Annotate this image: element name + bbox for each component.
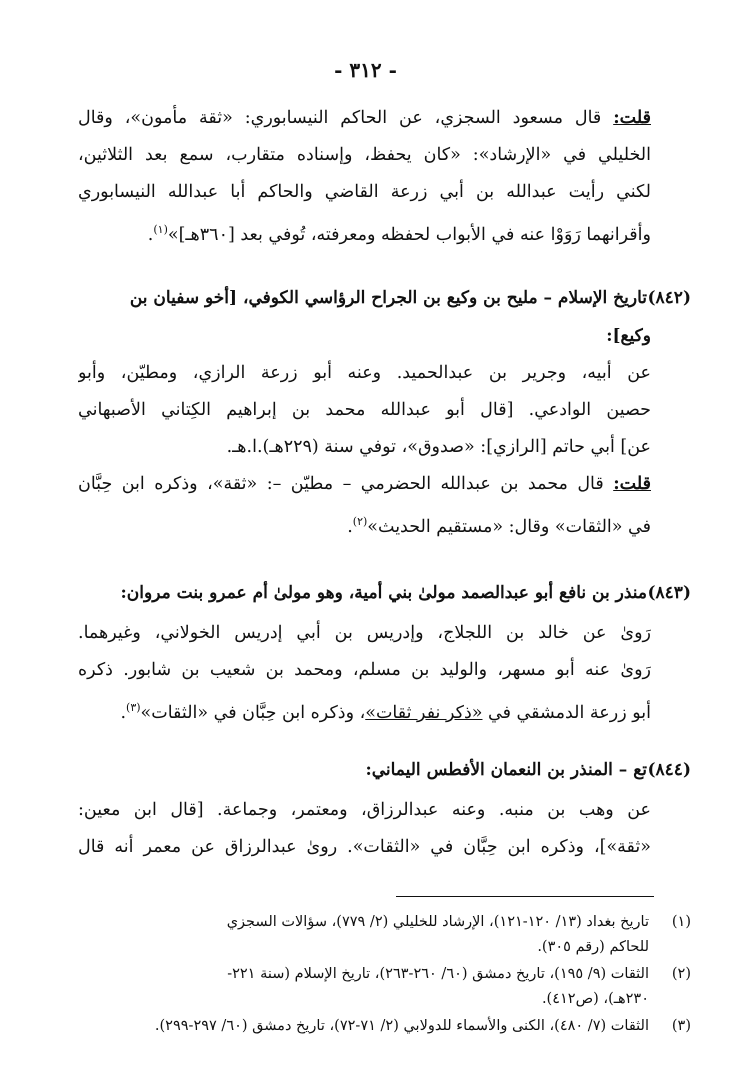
- entry-title: تاريخ الإسلام – مليح بن وكيع بن الجراح الرؤاسي الكوفي، [أخو سفيان بن: [129, 288, 647, 308]
- footnote-ref: (١): [153, 223, 168, 236]
- footnote-divider: [396, 896, 654, 897]
- footnote-ref: (٣): [126, 701, 141, 714]
- footnote-text-continued: للحاكم (رقم ٣٠٥).: [537, 939, 649, 955]
- underlined-book-title: «ذكر نفر ثقات»: [365, 702, 483, 723]
- text-line: وأقرانهما رَوَوْا عنه في الأبواب لحفظه ومعرفته، تُوفي بعد [٣٦٠هـ]»$^{(١)}$.: [147, 223, 651, 245]
- footnote-ref: (٢): [352, 515, 368, 528]
- footnote-text: الثقات (٩/ ١٩٥)، تاريخ دمشق (٦٠/ ٢٦٠-٢٦٣)، تاريخ الإسلام (سنة ٢٢١-: [227, 966, 649, 982]
- footnote-text: تاريخ بغداد (١٣/ ١٢٠-١٢١)، الإرشاد للخليلي (٢/ ٧٧٩)، سؤالات السجزي: [226, 914, 649, 930]
- entry-title: تع – المنذر بن النعمان الأفطس اليماني:: [365, 760, 647, 780]
- entry-number: (٨٤٢): [647, 288, 691, 308]
- text-line: قلت: قال مسعود السجزي، عن الحاكم النيسابوري: «ثقة مأمون»، وقال: [78, 108, 651, 128]
- text-line: لكني رأيت عبدالله بن أبي زرعة القاضي والحاكم أبا عبدالله النيسابوري: [78, 182, 651, 202]
- page-number: - ٣١٢ -: [334, 58, 397, 82]
- entry-title: منذر بن نافع أبو عبدالصمد مولىٰ بني أمية، وهو مولىٰ أم عمرو بنت مروان:: [120, 583, 647, 603]
- entry-number: (٨٤٣): [647, 583, 691, 603]
- entry-842-heading: [78, 280, 691, 317]
- text-line: الخليلي في «الإرشاد»: «كان يحفظ، وإسناده متقارب، سمع بعد الثلاثين،: [78, 145, 651, 165]
- entry-843-heading: [78, 575, 691, 612]
- text-line: في «الثقات» وقال: «مستقيم الحديث»$^{(٢)}$.: [347, 515, 651, 537]
- footnote-text: الثقات (٧/ ٤٨٠)، الكنى والأسماء للدولابي (٢/ ٧١-٧٢)، تاريخ دمشق (٦٠/ ٢٩٧-٢٩٩).: [154, 1018, 649, 1034]
- text-line: أبو زرعة الدمشقي في «ذكر نفر ثقات»، وذكره ابن حِبَّان في «الثقات»$^{(٣)}$.: [120, 701, 651, 723]
- text-line: عن أبيه، وجرير بن عبدالحميد. وعنه أبو زرعة الرازي، ومطيّن، وأبو: [78, 363, 651, 383]
- text-line: «ثقة»]، وذكره ابن حِبَّان في «الثقات». روىٰ عبدالرزاق عن معمر أنه قال: [78, 837, 651, 857]
- text-line: حصين الوادعي. [قال أبو عبدالله محمد بن إبراهيم الكِتاني الأصبهاني: [78, 400, 651, 420]
- footnote-number: (٣): [671, 1018, 691, 1034]
- qultu-label: قلت:: [613, 108, 651, 128]
- text-line: رَوىٰ عنه أبو مسهر، والوليد بن مسلم، ومحمد بن شعيب بن شابور. ذكره: [78, 660, 651, 680]
- text-line: قلت: قال محمد بن عبدالله الحضرمي – مطيّن –: «ثقة»، وذكره ابن حِبَّان: [78, 474, 651, 494]
- footnote-number: (٢): [671, 966, 691, 982]
- footnote: [78, 910, 691, 960]
- intro-paragraph: [78, 100, 651, 248]
- footnote-text-continued: ٢٣٠هـ)، (ص٤١٢).: [541, 991, 649, 1007]
- footnote: [78, 1014, 691, 1039]
- text-line: رَوىٰ عن خالد بن اللجلاج، وإدريس بن أبي إدريس الخولاني، وغيرهما.: [78, 623, 651, 643]
- footnote: [78, 962, 691, 1012]
- text-line: عن] أبي حاتم [الرازي]: «صدوق»، توفي سنة (٢٢٩هـ).ا.هـ.: [226, 437, 651, 457]
- footnote-number: (١): [671, 914, 691, 930]
- entry-844-body: [78, 792, 651, 866]
- entry-title-continued: وكيع]:: [606, 326, 651, 346]
- qultu-label: قلت:: [613, 474, 651, 494]
- entry-844-heading: [78, 752, 691, 789]
- entry-number: (٨٤٤): [647, 760, 691, 780]
- entry-843-body: [78, 615, 651, 726]
- text-line: عن وهب بن منبه. وعنه عبدالرزاق، ومعتمر، وجماعة. [قال ابن معين:: [78, 800, 651, 820]
- entry-842-body: [78, 318, 651, 540]
